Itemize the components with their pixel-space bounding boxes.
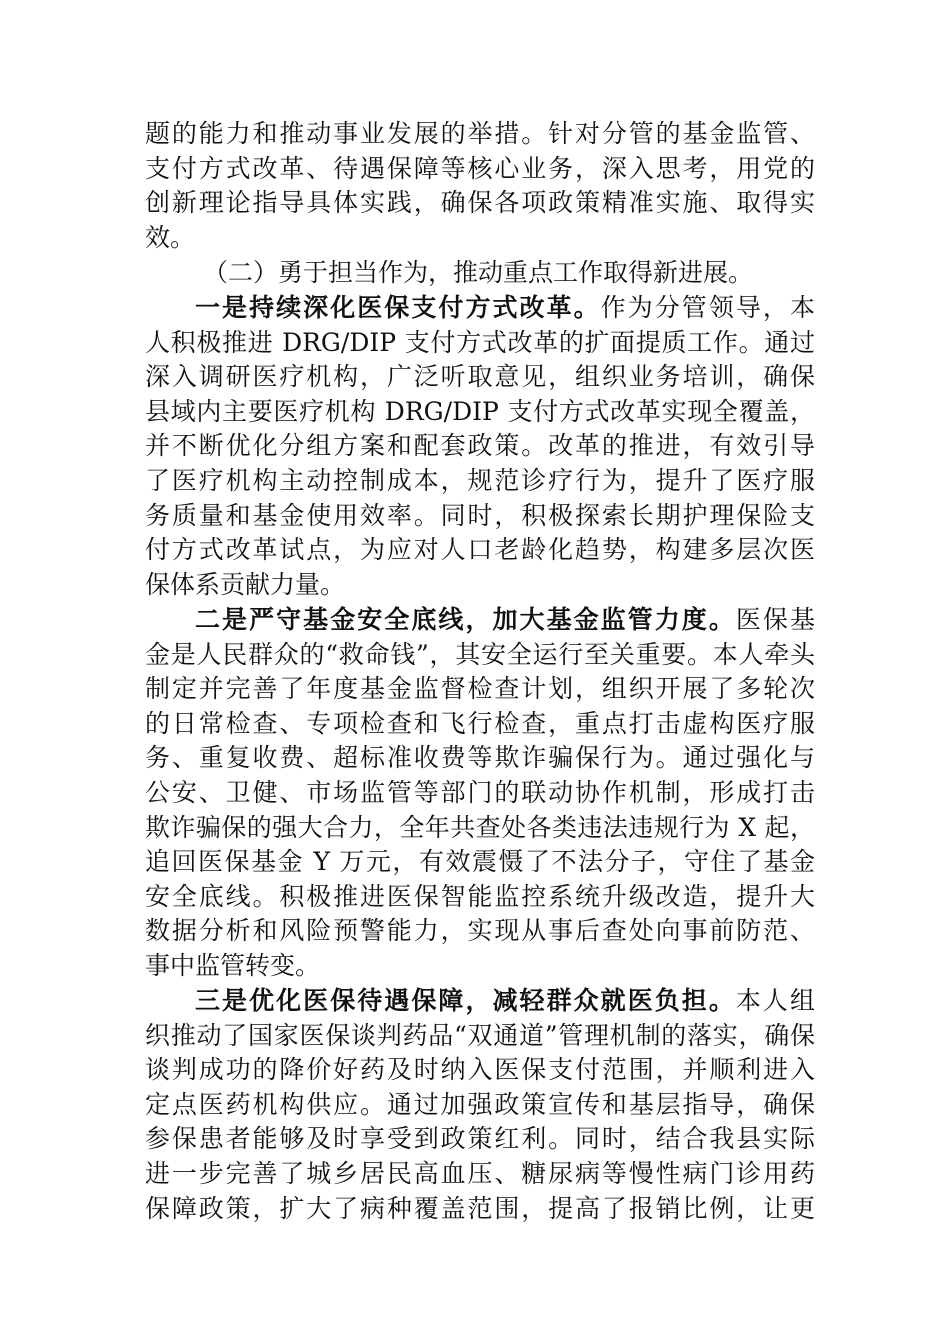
text-line: 人积极推进 DRG/DIP 支付方式改革的扩面提质工作。通过	[145, 327, 815, 357]
text-line: 安全底线。积极推进医保智能监控系统升级改造，提升大	[145, 881, 815, 911]
text-line: 支付方式改革、待遇保障等核心业务，深入思考，用党的	[145, 153, 815, 183]
text-line: 效。	[145, 222, 196, 252]
text-line: 题的能力和推动事业发展的举措。针对分管的基金监管、	[145, 119, 815, 148]
text-line: 付方式改革试点，为应对人口老龄化趋势，构建多层次医	[145, 535, 815, 565]
text-line: 数据分析和风险预警能力，实现从事后查处向事前防范、	[145, 916, 815, 946]
text-line: 二是严守基金安全底线，加大基金监管力度。医保基	[195, 605, 815, 634]
text-line: 三是优化医保待遇保障，减轻群众就医负担。本人组	[195, 986, 815, 1015]
paragraph-payment-reform	[145, 291, 815, 602]
text-line: 县域内主要医疗机构 DRG/DIP 支付方式改革实现全覆盖，	[145, 396, 815, 426]
paragraph-fund-supervision	[145, 603, 815, 984]
section-heading	[145, 256, 815, 291]
text-line: 保障政策，扩大了病种覆盖范围，提高了报销比例，让更	[145, 1193, 815, 1223]
text-line: 并不断优化分组方案和配套政策。改革的推进，有效引导	[145, 431, 815, 461]
text-line: 参保患者能够及时享受到政策红利。同时，结合我县实际	[145, 1124, 815, 1154]
text-line: 一是持续深化医保支付方式改革。作为分管领导，本	[195, 293, 815, 322]
paragraph-lead: 一是持续深化医保支付方式改革。	[195, 293, 601, 322]
text-line: 制定并完善了年度基金监督检查计划，组织开展了多轮次	[145, 674, 815, 704]
paragraph-lead: 三是优化医保待遇保障，减轻群众就医负担。	[195, 986, 736, 1015]
text-line: 金是人民群众的“救命钱”，其安全运行至关重要。本人牵头	[145, 639, 815, 669]
text-line: 欺诈骗保的强大合力，全年共查处各类违法违规行为 X 起，	[145, 812, 815, 842]
text-line: 事中监管转变。	[145, 950, 321, 980]
heading-line: （二）勇于担当作为，推动重点工作取得新进展。	[203, 258, 754, 287]
text-line: 了医疗机构主动控制成本，规范诊疗行为，提升了医疗服	[145, 465, 815, 495]
paragraph-continuation	[145, 117, 815, 255]
text-line: 保体系贡献力量。	[145, 569, 346, 599]
paragraph-lead: 二是严守基金安全底线，加大基金监管力度。	[195, 605, 736, 634]
text-line: 定点医药机构供应。通过加强政策宣传和基层指导，确保	[145, 1089, 815, 1119]
text-line: 公安、卫健、市场监管等部门的联动协作机制，形成打击	[145, 777, 815, 807]
text-line: 的日常检查、专项检查和飞行检查，重点打击虚构医疗服	[145, 708, 815, 738]
text-line: 务、重复收费、超标准收费等欺诈骗保行为。通过强化与	[145, 743, 815, 773]
text-line: 创新理论指导具体实践，确保各项政策精准实施、取得实	[145, 188, 815, 218]
paragraph-benefit-security	[145, 984, 815, 1226]
text-line: 追回医保基金 Y 万元，有效震慑了不法分子，守住了基金	[145, 847, 815, 877]
text-line: 谈判成功的降价好药及时纳入医保支付范围，并顺利进入	[145, 1055, 815, 1085]
text-line: 织推动了国家医保谈判药品“双通道”管理机制的落实，确保	[145, 1020, 815, 1050]
text-line: 进一步完善了城乡居民高血压、糖尿病等慢性病门诊用药	[145, 1158, 815, 1188]
text-line: 深入调研医疗机构，广泛听取意见，组织业务培训，确保	[145, 362, 815, 392]
text-line: 务质量和基金使用效率。同时，积极探索长期护理保险支	[145, 500, 815, 530]
